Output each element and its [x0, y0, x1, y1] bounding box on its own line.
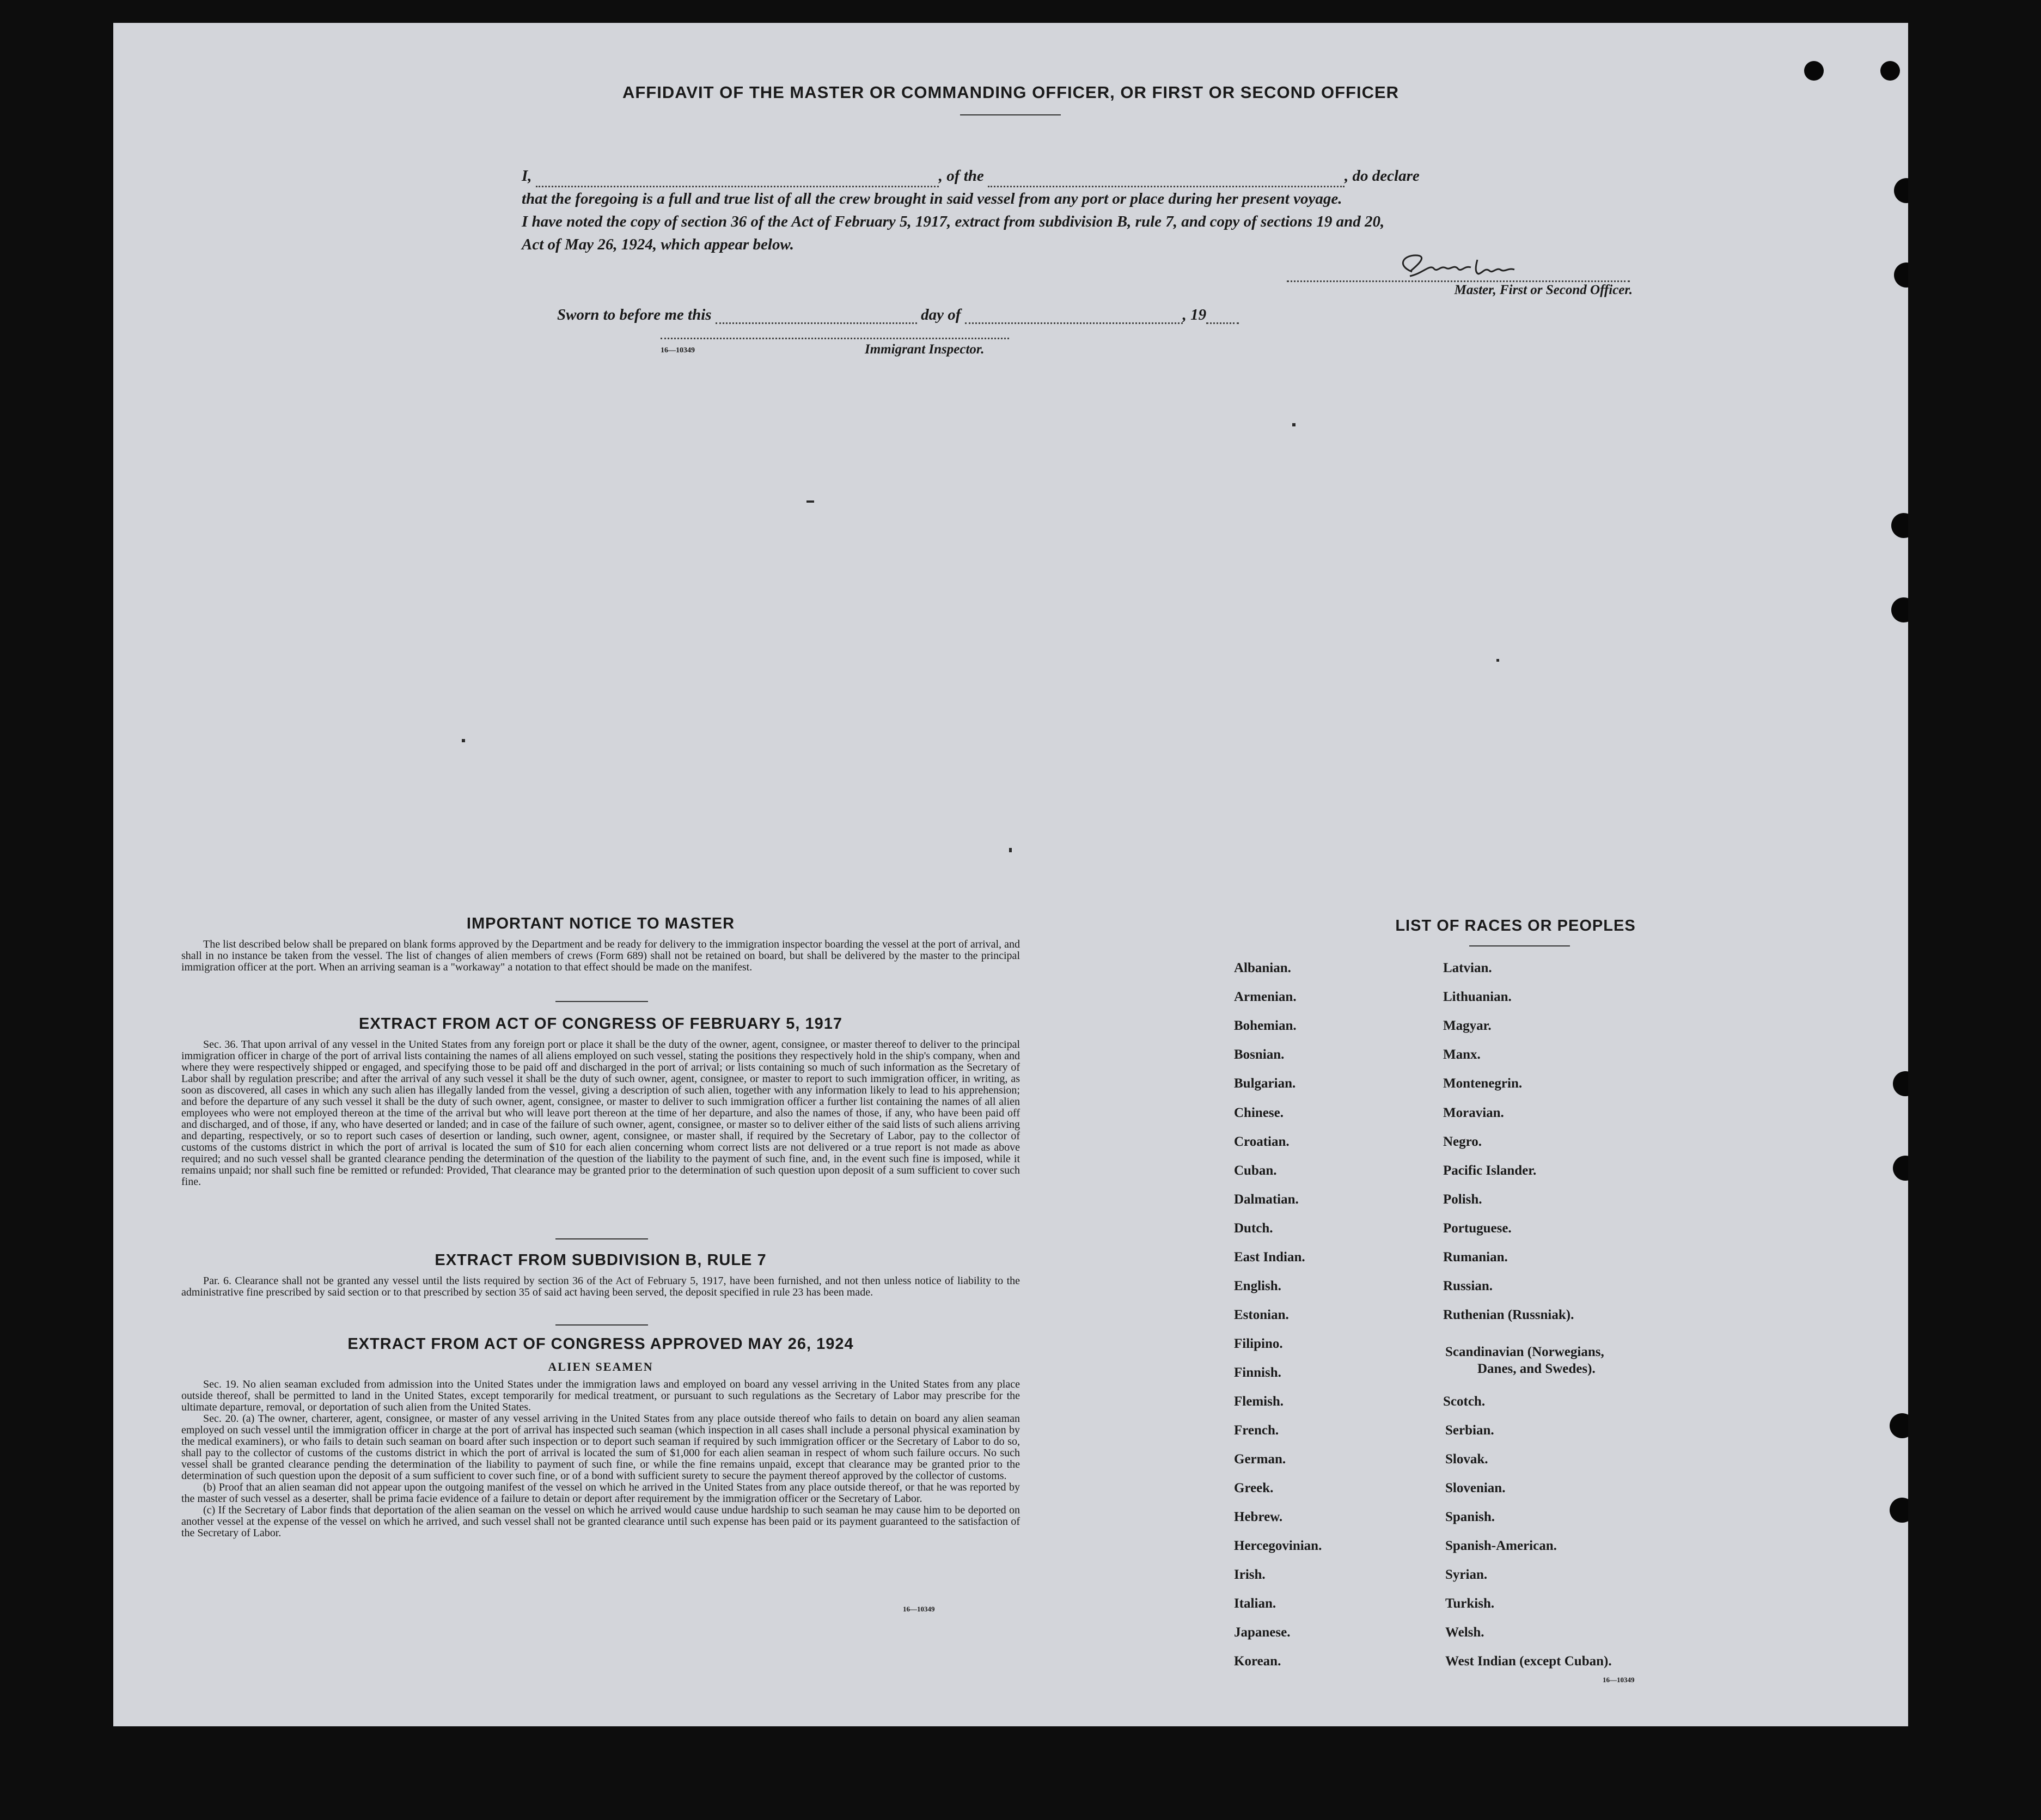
section-rule [555, 1001, 648, 1002]
punch-hole [1891, 597, 1908, 622]
race-item: Dutch. [1234, 1221, 1273, 1236]
name-field[interactable] [536, 172, 939, 187]
document-page [113, 23, 1908, 1726]
race-item: Pacific Islander. [1443, 1163, 1537, 1178]
race-item: Turkish. [1445, 1596, 1495, 1611]
section-20c-paragraph: (c) If the Secretary of Labor finds that deportation of the alien seaman on the vessel on which he arrived would cause undue hardship to such seaman he may cause him to be deported on another vessel at the expense of the vessel on which he arrived, and such vessel shall not be granted clearance until such expense has been paid or its payment guaranteed to the satisfaction of the Secretary of Labor. [181, 1504, 1020, 1539]
title-rule [960, 114, 1061, 115]
vessel-field[interactable] [988, 172, 1345, 187]
act-1924-text [181, 1379, 1020, 1539]
race-item: Lithuanian. [1443, 990, 1512, 1004]
punch-hole [1894, 262, 1908, 288]
punch-hole [1890, 1413, 1908, 1438]
race-item: Italian. [1234, 1596, 1276, 1611]
notice-paragraph: The list described below shall be prepared on blank forms approved by the Department and be ready for delivery to the immigration inspector boarding the vessel at the port of arrival, and shall in no instance be taken from the vessel. The list of changes of alien members of crews (Form 689) shall not be retained on board, but shall be delivered by the master to the principal immigration officer at the port. When an arriving seaman is a "workaway" a notation to that effect should be made on the manifest. [181, 938, 1020, 973]
race-item: Welsh. [1445, 1625, 1484, 1640]
sworn-year-field[interactable] [1206, 308, 1239, 324]
notice-text [181, 939, 1020, 973]
race-item: Russian. [1443, 1279, 1493, 1293]
sworn-label: Sworn to before me this [557, 306, 712, 323]
signature-field [1287, 249, 1630, 282]
race-item: West Indian (except Cuban). [1445, 1654, 1612, 1669]
inspector-signature-line [661, 338, 1009, 339]
speck [462, 739, 465, 742]
declaration-line-4: Act of May 26, 1924, which appear below. [522, 236, 794, 253]
section-20b-paragraph: (b) Proof that an alien seaman did not appear upon the outgoing manifest of the vessel on which he arrived in the United States from any place outside thereof, or that he was reported by the master of such vessel as a deserter, shall be prima facie evidence of a failure to detain or deport after requirement by the immigration officer or the Secretary of Labor. [181, 1481, 1020, 1505]
race-item: Polish. [1443, 1192, 1482, 1207]
race-item: Portuguese. [1443, 1221, 1512, 1236]
act-1917-paragraph: Sec. 36. That upon arrival of any vessel in the United States from any foreign port or place it shall be the duty of the owner, agent, consignee, or master thereof to deliver to the principal immigration officer in charge of the port of arrival lists containing the names of all aliens employed on such vessel, stating the positions they respectively hold in the ship's company, when and where they were respectively shipped or engaged, and specifying those to be paid off and discharged in the port of arrival; or lists containing so much of such information as the Secretary of Labor shall by regulation prescribe; and after the arrival of any such vessel it shall be the duty of such owner, agent, consignee, or master to report to such immigration officer, in writing, as soon as discovered, all cases in which any such alien has illegally landed from the vessel, giving a description of such alien, together with any information likely to lead to his apprehension; and before the departure of any such vessel it shall be the duty of such owner, agent, consignee, or master to deliver to such immigration officer a further list containing the names of all alien employees who were not employed thereon at the time of the arrival but who will leave port thereon at the time of her departure, and also the names of those, if any, who have been paid off and discharged, and of those, if any, who have deserted or landed; and in case of the failure of such owner, agent, consignee, or master so to deliver either of the said lists of such aliens arriving and departing, respectively, or so to report such cases of desertion or landing, such owner, agent, consignee, or master shall, if required by the Secretary of Labor, pay to the collector of customs of the customs district in which the port of arrival is located the sum of $10 for each alien concerning whom correct lists are not delivered or a true report is not made as above required; and no such vessel shall be granted clearance pending the determination of the question of the liability to the payment of such fine, and, in the event such fine is imposed, while it remains unpaid; nor shall such fine be remitted or refunded: Provided, That clearance may be granted prior to the determination of such question upon deposit of a sum sufficient to cover such fine. [181, 1039, 1020, 1188]
race-item: Greek. [1234, 1481, 1274, 1495]
race-item: Spanish. [1445, 1510, 1495, 1524]
do-declare-label: , do declare [1345, 167, 1420, 185]
signature-mark [1287, 249, 1630, 280]
race-item: Dalmatian. [1234, 1192, 1299, 1207]
race-item: Negro. [1443, 1134, 1482, 1149]
section-rule [555, 1238, 648, 1239]
race-item: Manx. [1443, 1047, 1481, 1062]
race-item: Danes, and Swedes). [1477, 1361, 1596, 1376]
section-rule [555, 1324, 648, 1326]
race-item: Ruthenian (Russniak). [1443, 1308, 1574, 1322]
race-item: Hercegovinian. [1234, 1538, 1322, 1553]
races-title: LIST OF RACES OR PEOPLES [1395, 917, 1636, 935]
year-prefix-label: , 19 [1182, 306, 1207, 323]
race-item: Albanian. [1234, 961, 1291, 975]
alien-seamen-subtitle: ALIEN SEAMEN [548, 1360, 653, 1373]
races-title-rule [1469, 945, 1570, 946]
punch-hole [1891, 513, 1908, 538]
race-item: German. [1234, 1452, 1286, 1467]
i-label: I, [522, 167, 532, 185]
race-item: Spanish-American. [1445, 1538, 1557, 1553]
race-item: Magyar. [1443, 1018, 1492, 1033]
declaration-line-2: that the foregoing is a full and true list of all the crew brought in said vessel from any port or place during her present voyage. [522, 190, 1342, 207]
race-item: Latvian. [1443, 961, 1492, 975]
race-item: Armenian. [1234, 990, 1297, 1004]
act-1924-title: EXTRACT FROM ACT OF CONGRESS APPROVED MAY 26, 1924 [347, 1335, 854, 1353]
race-item: Flemish. [1234, 1394, 1284, 1409]
section-20a-paragraph: Sec. 20. (a) The owner, charterer, agent, consignee, or master of any vessel arriving in the United States from any place outside thereof who fails to detain on board any alien seaman employed on such vessel until the immigration officer in charge at the port of arrival has inspected such seaman (which inspection in all cases shall include a personal physical examination by the medical examiners), or who fails to detain such seaman on board after such inspection or to deport such seaman if required by such immigration officer or the Secretary of Labor to do so, shall pay to the collector of customs of the customs district in which the port of arrival is located the sum of $1,000 for each alien seaman in respect of whom such failure occurs. No such vessel shall be granted clearance pending the determination of the liability to payment of such fine, or while the fine remains unpaid, except that clearance may be granted prior to the determination of such question upon the deposit of a sum sufficient to cover such fine, or of a bond with sufficient surety to secure the payment thereof approved by the collector of customs. [181, 1413, 1020, 1482]
left-form-number: 16—10349 [903, 1605, 935, 1613]
race-item: Irish. [1234, 1567, 1266, 1582]
rule-7-paragraph: Par. 6. Clearance shall not be granted any vessel until the lists required by section 36 of the Act of February 5, 1917, have been furnished, and not then unless notice of liability to the administrative fine prescribed by said section or to that prescribed by section 35 of said act having been served, the deposit specified in rule 23 has been made. [181, 1275, 1020, 1298]
right-form-number: 16—10349 [1603, 1676, 1635, 1684]
act-1917-title: EXTRACT FROM ACT OF CONGRESS OF FEBRUARY 5, 1917 [358, 1015, 843, 1033]
race-item: Serbian. [1445, 1423, 1494, 1438]
race-item: Bosnian. [1234, 1047, 1285, 1062]
race-item: French. [1234, 1423, 1279, 1438]
race-item: East Indian. [1234, 1250, 1305, 1265]
sworn-line [557, 306, 1239, 324]
race-item: Slovak. [1445, 1452, 1488, 1467]
of-the-label: , of the [938, 167, 984, 185]
rule-7-title: EXTRACT FROM SUBDIVISION B, RULE 7 [435, 1251, 767, 1269]
declaration-line-3: I have noted the copy of section 36 of the Act of February 5, 1917, extract from subdivision B, rule 7, and copy of sections 19 and 20, [522, 213, 1385, 230]
signature-caption: Master, First or Second Officer. [1454, 283, 1633, 297]
speck [806, 500, 814, 503]
sworn-month-field[interactable] [965, 308, 1183, 324]
punch-hole [1893, 1071, 1908, 1096]
speck [1009, 848, 1012, 852]
race-item: English. [1234, 1279, 1281, 1293]
race-item: Montenegrin. [1443, 1076, 1523, 1091]
inspector-caption: Immigrant Inspector. [865, 342, 985, 357]
affidavit-declaration [522, 164, 1584, 256]
punch-hole [1893, 1156, 1908, 1181]
race-item: Chinese. [1234, 1106, 1284, 1120]
punch-hole [1894, 178, 1908, 203]
race-item: Bohemian. [1234, 1018, 1297, 1033]
race-item: Scandinavian (Norwegians, [1445, 1345, 1604, 1359]
rule-7-text [181, 1275, 1020, 1298]
race-item: Estonian. [1234, 1308, 1289, 1322]
race-item: Filipino. [1234, 1336, 1283, 1351]
race-item: Korean. [1234, 1654, 1281, 1669]
race-item: Bulgarian. [1234, 1076, 1296, 1091]
race-item: Hebrew. [1234, 1510, 1283, 1524]
affidavit-title: AFFIDAVIT OF THE MASTER OR COMMANDING OFFICER, OR FIRST OR SECOND OFFICER [622, 83, 1400, 102]
punch-hole [1890, 1498, 1908, 1523]
race-item: Rumanian. [1443, 1250, 1508, 1265]
race-item: Moravian. [1443, 1106, 1504, 1120]
race-item: Finnish. [1234, 1365, 1281, 1380]
notice-title: IMPORTANT NOTICE TO MASTER [466, 915, 735, 932]
sworn-date-field[interactable] [716, 308, 917, 324]
act-1917-text [181, 1039, 1020, 1188]
section-19-paragraph: Sec. 19. No alien seaman excluded from admission into the United States under the immigration laws and employed on board any vessel arriving in the United States from any place outside thereof, shall be permitted to land in the United States, except temporarily for medical treatment, or pursuant to such regulations as the Secretary of Labor may prescribe for the ultimate departure, removal, or deportation of such alien from the United States. [181, 1378, 1020, 1413]
punch-hole [1804, 61, 1824, 81]
declaration-line-1 [522, 164, 1584, 187]
day-of-label: day of [921, 306, 961, 323]
race-item: Cuban. [1234, 1163, 1277, 1178]
race-item: Scotch. [1443, 1394, 1486, 1409]
punch-hole [1880, 61, 1900, 81]
race-item: Slovenian. [1445, 1481, 1506, 1495]
race-item: Japanese. [1234, 1625, 1291, 1640]
inspector-form-number: 16—10349 [661, 346, 695, 355]
race-item: Syrian. [1445, 1567, 1488, 1582]
speck [1292, 423, 1296, 426]
race-item: Croatian. [1234, 1134, 1290, 1149]
speck [1496, 659, 1499, 662]
